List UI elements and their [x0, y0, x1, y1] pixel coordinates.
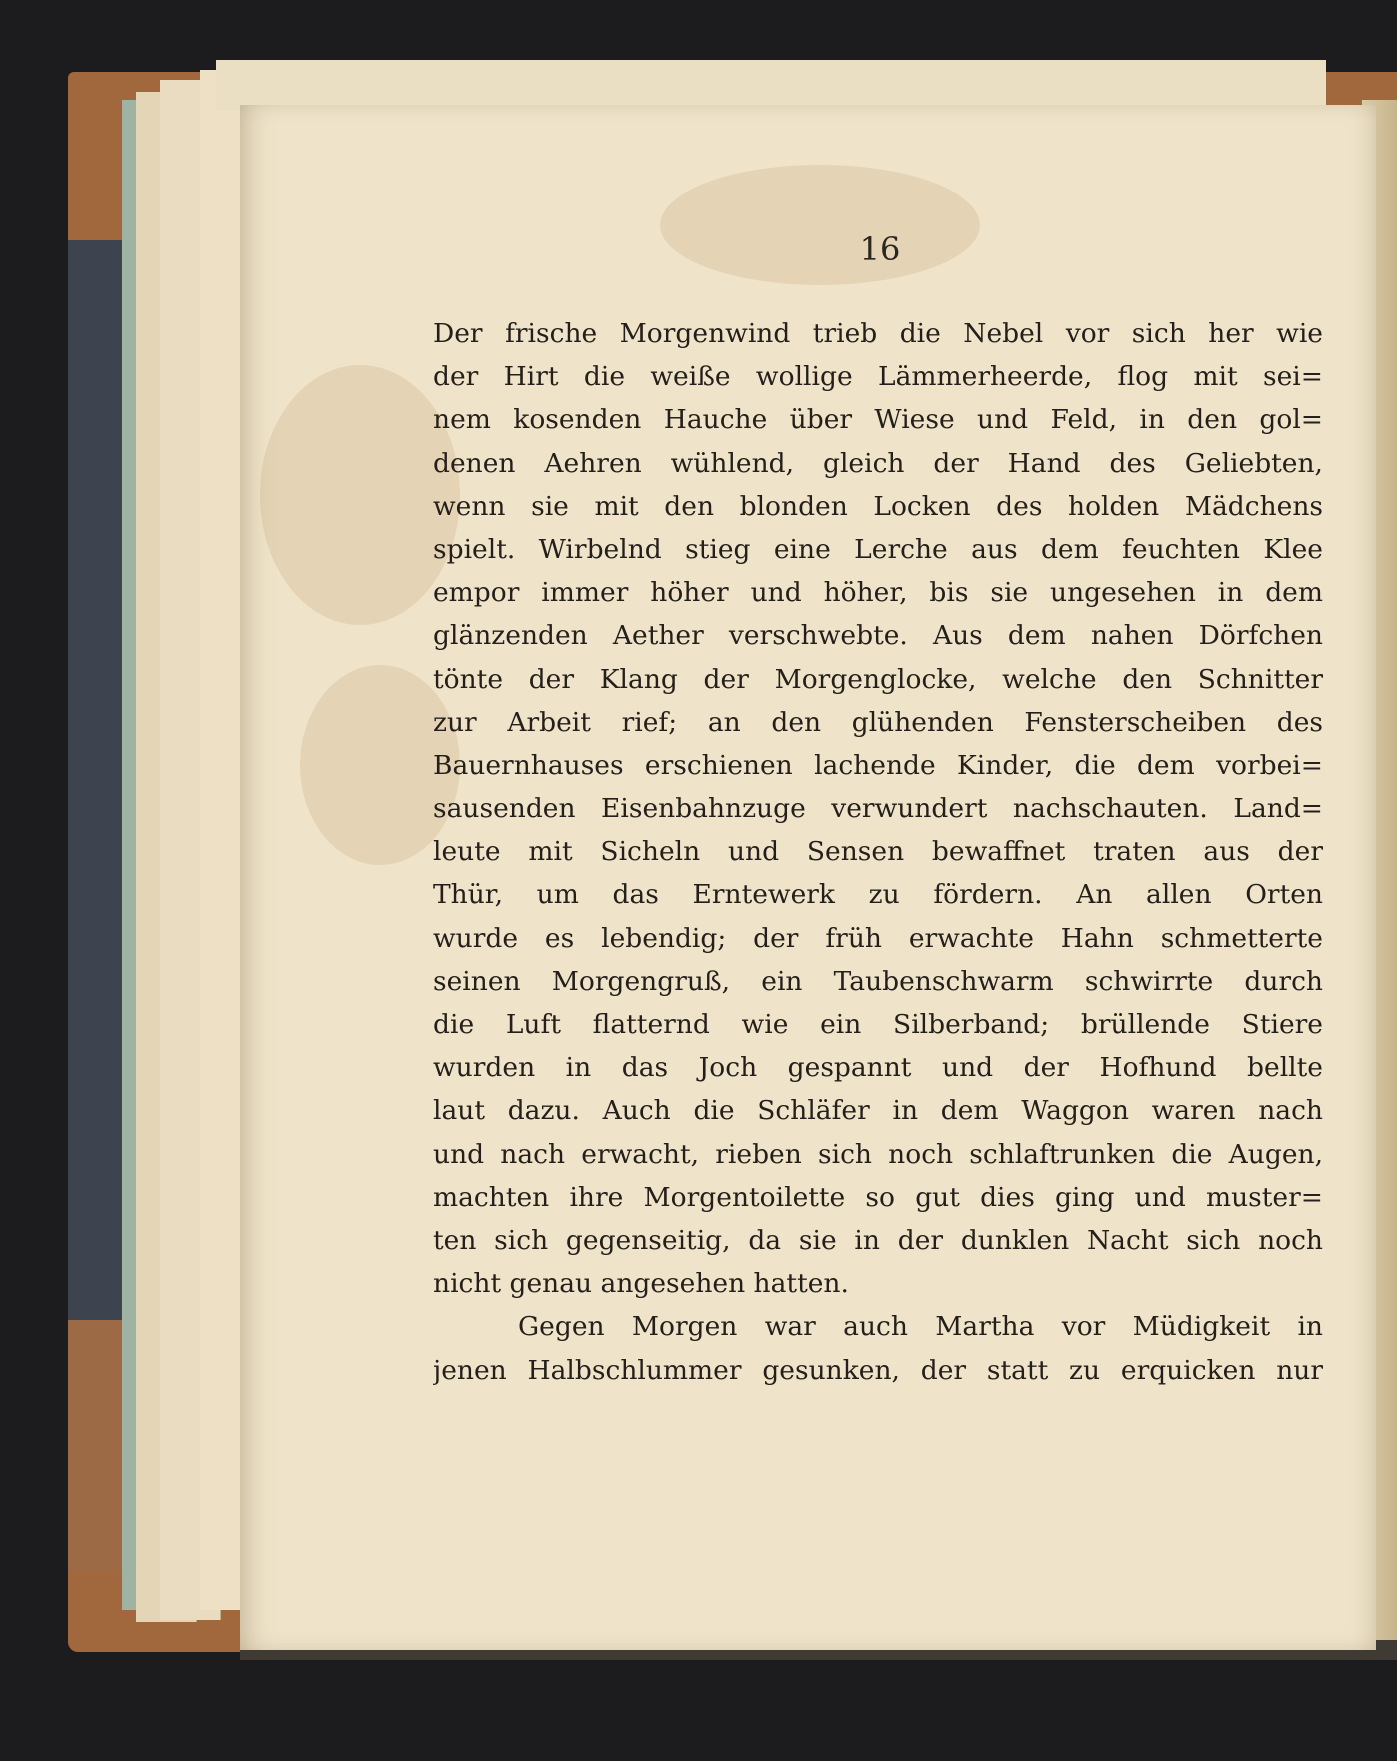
text-line: seinen Morgengruß, ein Taubenschwarm schwirrte durch: [433, 965, 1323, 997]
text-line: wurde es lebendig; der früh erwachte Hahn schmetterte: [433, 922, 1323, 954]
text-line: leute mit Sicheln und Sensen bewaffnet traten aus der: [433, 836, 1323, 868]
text-line: spielt. Wirbelnd stieg eine Lerche aus dem feuchten Klee: [433, 533, 1323, 565]
text-line: die Luft flatternd wie ein Silberband; brüllende Stiere: [433, 1009, 1323, 1040]
text-line: wenn sie mit den blonden Locken des holden Mädchens: [433, 490, 1323, 522]
text-line: empor immer höher und höher, bis sie ungesehen in dem: [433, 577, 1323, 609]
text-line: der Hirt die weiße wollige Lämmerheerde, flog mit sei=: [433, 361, 1323, 393]
text-line: denen Aehren wühlend, gleich der Hand des Geliebten,: [433, 447, 1323, 479]
body-text: [433, 312, 1323, 1392]
paper-stain: [660, 165, 980, 285]
text-line-paragraph-start: Gegen Morgen war auch Martha vor Müdigkeit in: [518, 1311, 1323, 1343]
page-top-edge: [216, 60, 1326, 110]
text-line: und nach erwacht, rieben sich noch schlaftrunken die Augen,: [433, 1138, 1323, 1170]
text-line: nem kosenden Hauche über Wiese und Feld, in den gol=: [433, 404, 1323, 436]
text-line: laut dazu. Auch die Schläfer in dem Waggon waren nach: [433, 1095, 1323, 1127]
text-line: machten ihre Morgentoilette so gut dies ging und muster=: [433, 1181, 1323, 1213]
text-line: jenen Halbschlummer gesunken, der statt zu erquicken nur: [433, 1354, 1323, 1386]
text-line: Der frische Morgenwind trieb die Nebel vor sich her wie: [433, 318, 1323, 349]
text-line: zur Arbeit rief; an den glühenden Fensterscheiben des: [433, 706, 1323, 738]
page-number: 16: [859, 230, 901, 268]
cover-leather-corner: [68, 1320, 128, 1570]
paper-stain: [260, 365, 460, 625]
text-line: ten sich gegenseitig, da sie in der dunklen Nacht sich noch: [433, 1224, 1323, 1256]
text-line: sausenden Eisenbahnzuge verwundert nachschauten. Land=: [433, 793, 1323, 825]
text-line: Bauernhauses erschienen lachende Kinder, die dem vorbei=: [433, 749, 1323, 781]
text-line: Thür, um das Erntewerk zu fördern. An allen Orten: [433, 879, 1323, 911]
text-line: glänzenden Aether verschwebte. Aus dem nahen Dörfchen: [433, 620, 1323, 652]
text-line: wurden in das Joch gespannt und der Hofhund bellte: [433, 1052, 1323, 1084]
text-line: tönte der Klang der Morgenglocke, welche den Schnitter: [433, 663, 1323, 695]
text-line: nicht genau angesehen hatten.: [433, 1268, 849, 1300]
